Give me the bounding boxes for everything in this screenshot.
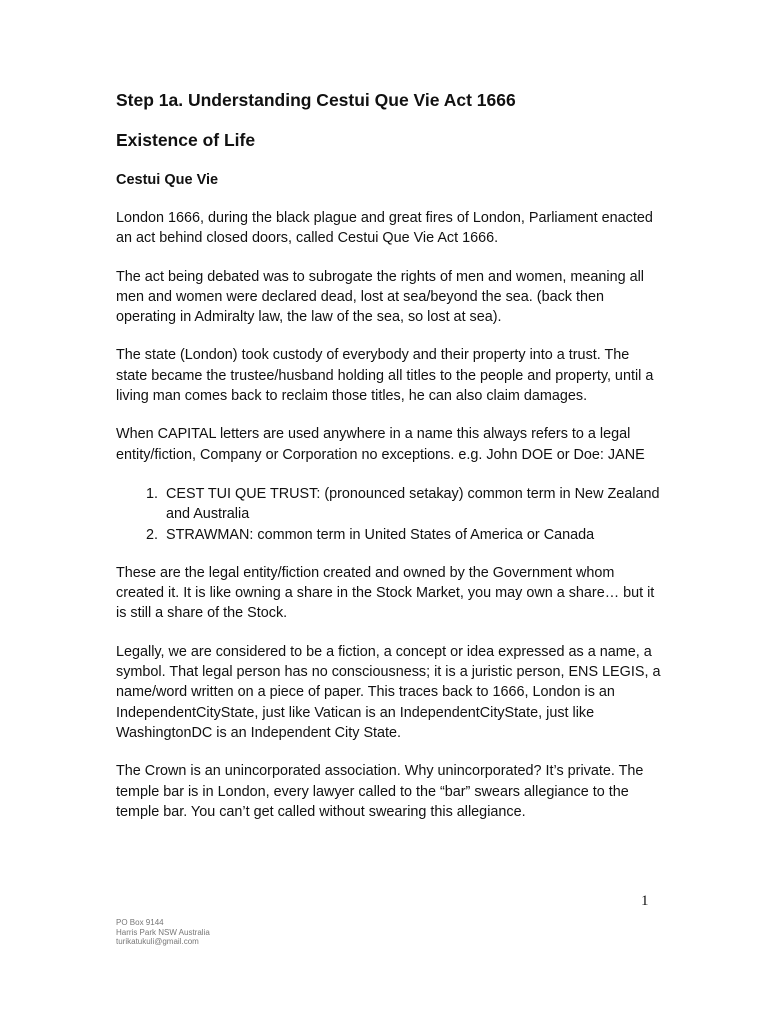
terms-list — [116, 484, 661, 545]
paragraph-legal-entity: These are the legal entity/fiction created and owned by the Government whom created it. It is like owning a share in the Stock Market, you may own a share… but it is still a share of the Stock. — [116, 564, 655, 622]
footer-location: Harris Park NSW Australia — [116, 927, 210, 937]
list-item: 1. CEST TUI QUE TRUST: (pronounced setakay) common term in New Zealand and Australia — [162, 484, 661, 525]
paragraph-london-1666: London 1666, during the black plague and great fires of London, Parliament enacted an act behind closed doors, called Cestui Que Vie Act 1666. — [116, 210, 653, 247]
paragraph-crown: The Crown is an unincorporated association. Why unincorporated? It’s private. The temple bar is in London, every lawyer called to the “bar” swears allegiance to the temple bar. You can’t get called without swearing this allegiance. — [116, 763, 644, 820]
subsection-title: Cestui Que Vie — [116, 172, 219, 188]
footer-po-box: PO Box 9144 — [116, 918, 164, 927]
document-content — [116, 88, 661, 822]
paragraph-legal-fiction: Legally, we are considered to be a fiction, a concept or idea expressed as a name, a symbol. That legal person has no consciousness; it is a juristic person, ENS LEGIS, a name/word written on a piece of paper. This traces back to 1666, London is an IndependentCityState, just like Vatican is an IndependentCityState, just like WashingtonDC is an Independent City State. — [116, 643, 661, 741]
page-number: 1 — [641, 893, 649, 909]
section-title: Existence of Life — [116, 130, 256, 150]
paragraph-capital-letters: When CAPITAL letters are used anywhere in a name this always refers to a legal entity/fiction, Company or Corporation no exceptions. e.g. John DOE or Doe: JANE — [116, 426, 645, 463]
paragraph-state-custody: The state (London) took custody of everybody and their property into a trust. The state became the trustee/husband holding all titles to the people and property, until a living man comes back to reclaim those titles, he can also claim damages. — [116, 347, 654, 405]
paragraph-act-debated: The act being debated was to subrogate the rights of men and women, meaning all men and women were declared dead, lost at sea/beyond the sea. (back then operating in Admiralty law, the law of the sea, so lost at sea). — [116, 268, 644, 326]
list-item: 2. STRAWMAN: common term in United States of America or Canada — [162, 525, 661, 545]
footer-address — [116, 918, 210, 947]
footer-email: turikatukuli@gmail.com — [116, 937, 199, 946]
step-title: Step 1a. Understanding Cestui Que Vie Act 1666 — [116, 90, 516, 110]
